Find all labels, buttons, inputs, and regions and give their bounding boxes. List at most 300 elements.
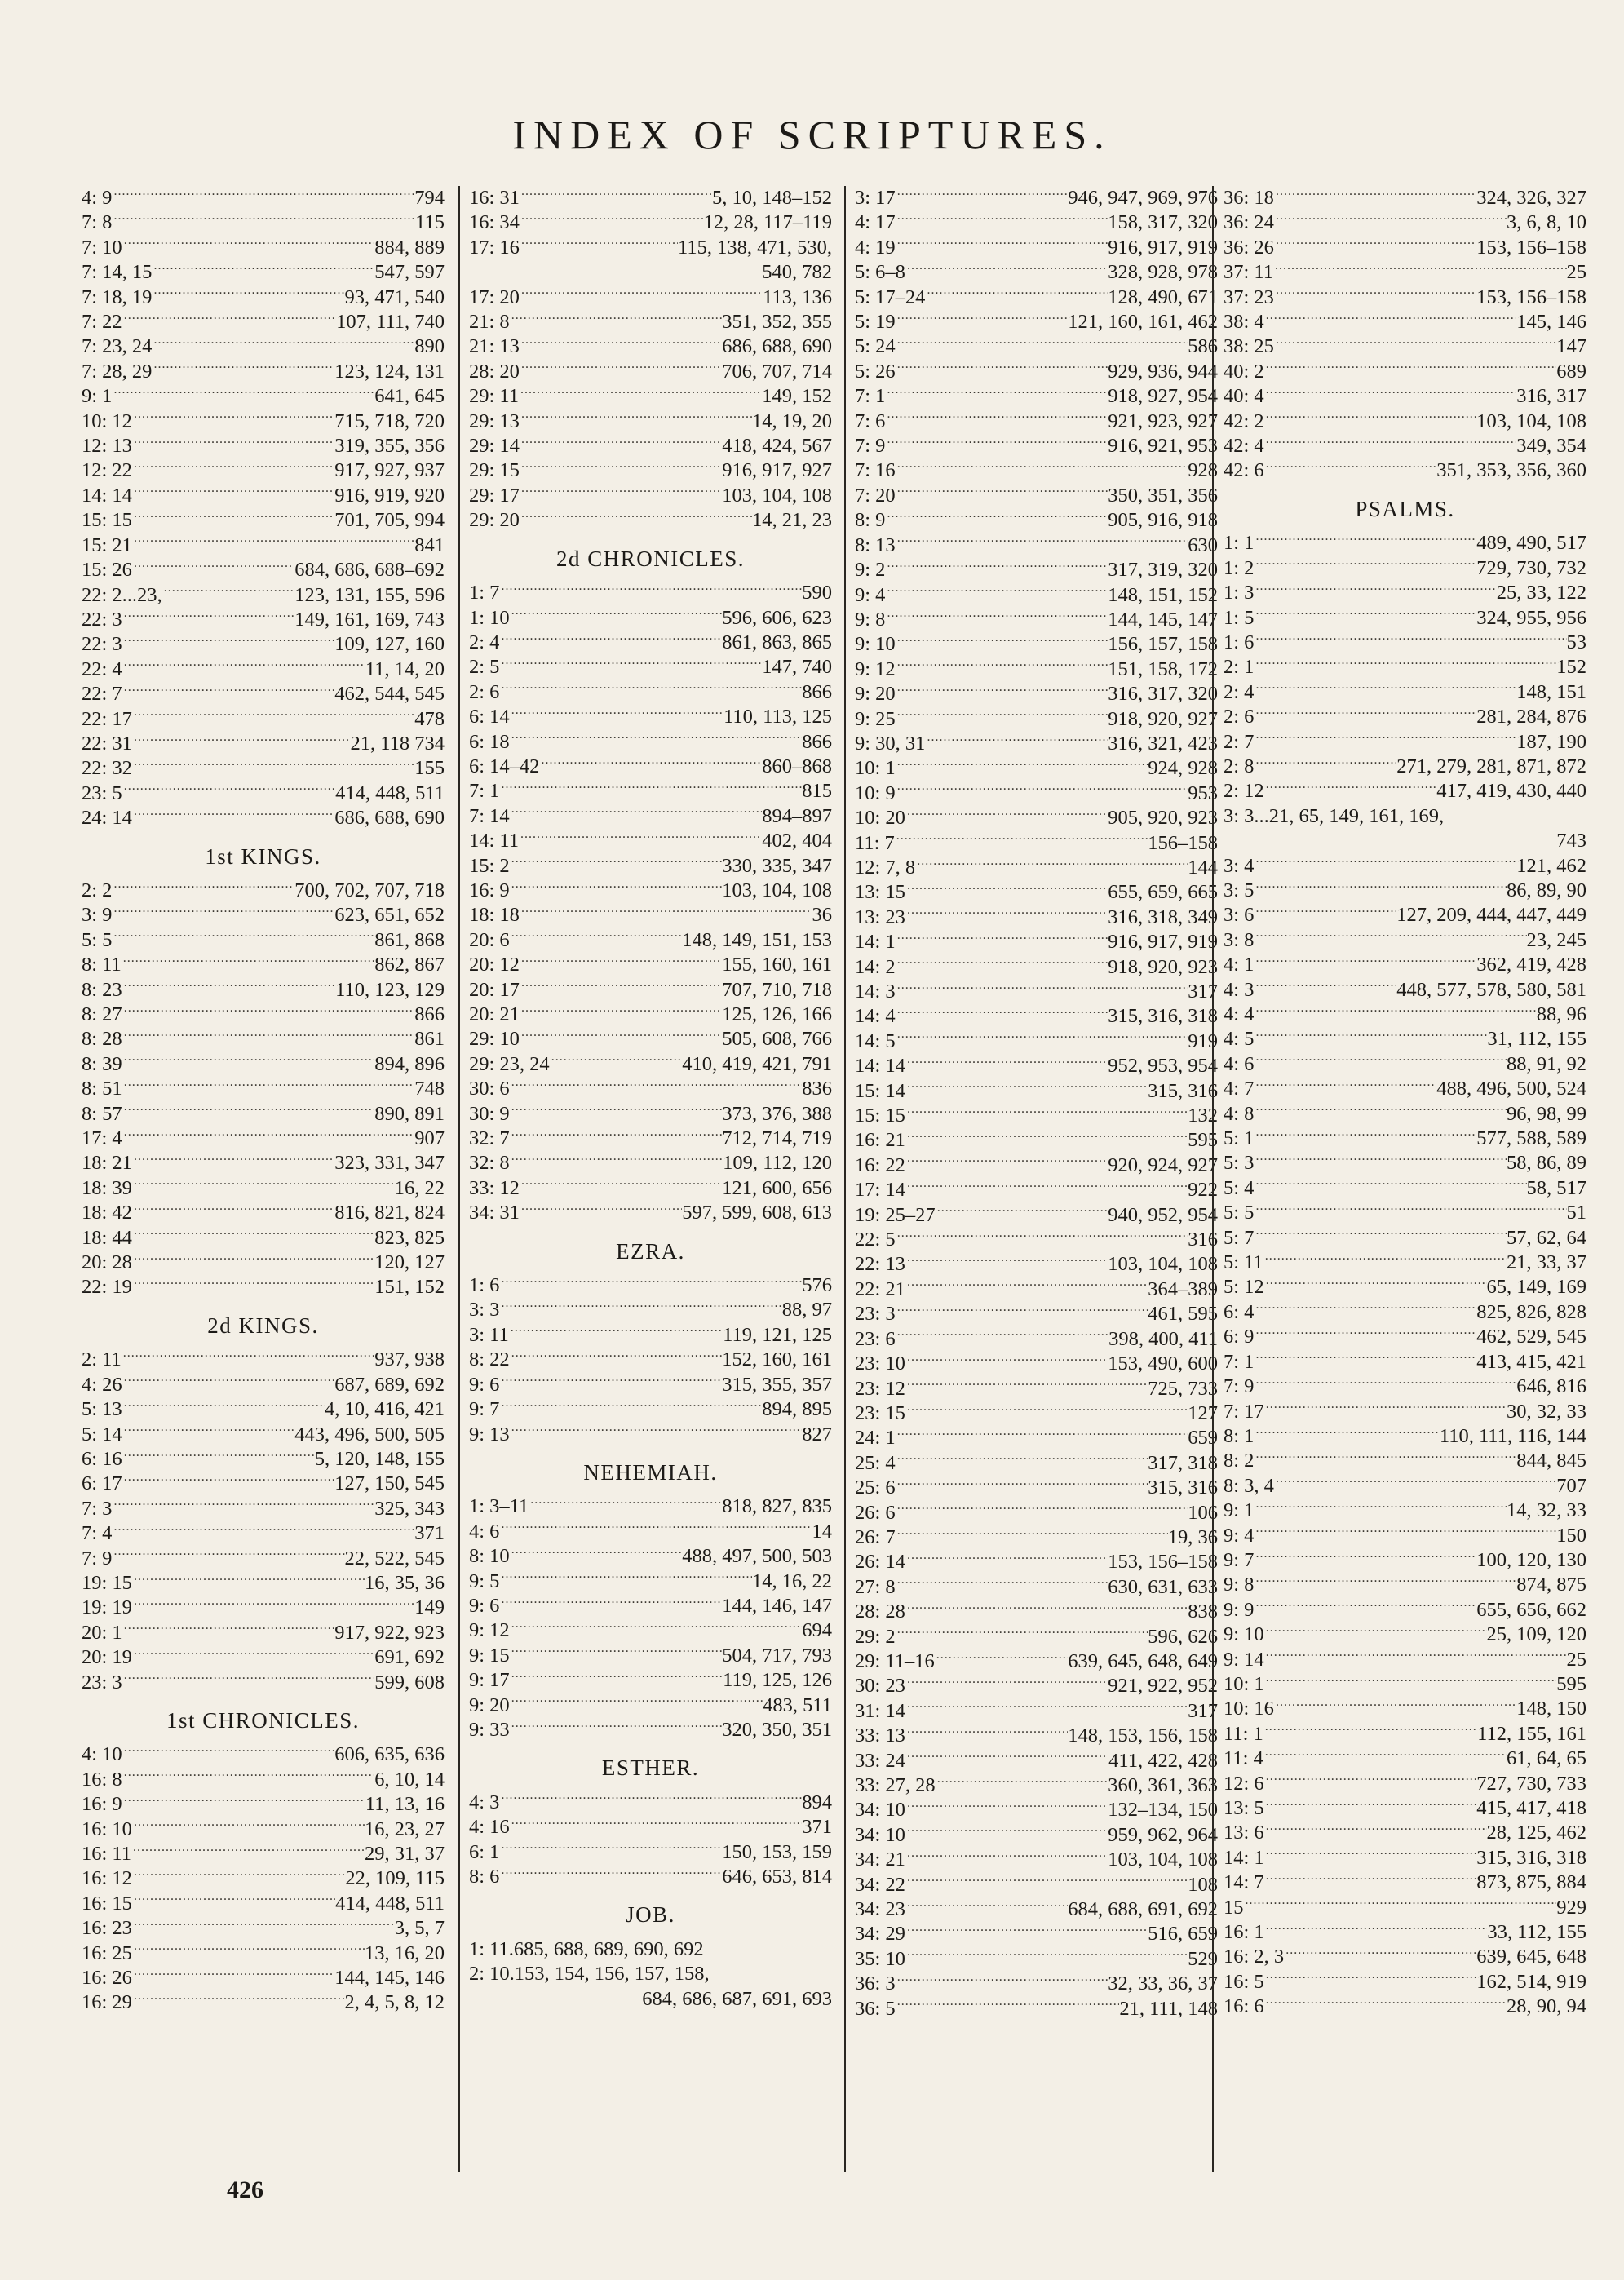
page-references: 12, 28, 117–119 [703, 211, 832, 234]
dot-leader [905, 1277, 1148, 1302]
verse-reference: 24: 1 [855, 1427, 896, 1450]
page-references: 61, 64, 65 [1507, 1747, 1586, 1770]
verse-reference: 21: 13 [469, 335, 520, 358]
verse-reference: 14: 4 [855, 1005, 896, 1028]
index-entry [855, 1128, 1218, 1153]
dot-leader [1254, 1201, 1566, 1225]
dot-leader [1254, 531, 1476, 556]
page-references: 894 [802, 1791, 832, 1813]
page-references: 707, 710, 718 [722, 978, 832, 1001]
dot-leader [1264, 1920, 1488, 1945]
verse-reference: 42: 2 [1224, 410, 1264, 432]
verse-reference: 23: 10 [855, 1353, 905, 1375]
page-references: 823, 825 [374, 1226, 445, 1249]
verse-reference: 16: 9 [469, 879, 510, 901]
index-entry [1224, 606, 1586, 631]
page-references: 152, 160, 161 [722, 1348, 832, 1371]
page-references: 144, 145, 147 [1108, 608, 1218, 631]
index-entry [469, 730, 832, 755]
verse-reference: 8: 2 [1224, 1450, 1255, 1472]
page-references: 14, 16, 22 [752, 1569, 832, 1592]
verse-reference: 8: 3, 4 [1224, 1474, 1274, 1497]
index-entry [469, 804, 832, 829]
verse-reference: 20: 19 [82, 1646, 132, 1669]
page-references: 862, 867 [374, 954, 445, 976]
page-references: 417, 419, 430, 440 [1436, 780, 1586, 803]
dot-leader [905, 1600, 1188, 1624]
dot-leader [896, 533, 1188, 558]
page-references: 100, 120, 130 [1476, 1548, 1586, 1571]
index-entry [855, 236, 1218, 260]
page-references: 860–868 [762, 755, 832, 777]
index-entry [82, 1817, 445, 1842]
page-references: 110, 111, 116, 144 [1439, 1424, 1586, 1447]
page-references: 25, 109, 120 [1486, 1623, 1586, 1646]
dot-leader [520, 1003, 722, 1027]
index-entry [469, 1840, 832, 1865]
page-references: 88, 96 [1536, 1003, 1586, 1025]
dot-leader [499, 631, 722, 655]
page-references: 448, 577, 578, 580, 581 [1396, 978, 1586, 1001]
dot-leader [132, 1645, 374, 1670]
index-entry [469, 1668, 832, 1693]
page-references: 127, 150, 545 [334, 1472, 445, 1495]
page-references: 630, 631, 633 [1108, 1575, 1218, 1598]
index-entry [82, 879, 445, 903]
dot-leader [1254, 953, 1476, 977]
verse-reference: 9: 10 [1224, 1623, 1264, 1646]
verse-reference: 5: 7 [1224, 1226, 1255, 1249]
verse-reference: 7: 14, 15 [82, 261, 153, 284]
index-entry [82, 334, 445, 359]
verse-reference: 33: 13 [855, 1724, 905, 1747]
page-references: 315, 316, 318 [1108, 1005, 1218, 1028]
page-references: 112, 155, 161 [1477, 1722, 1586, 1745]
dot-leader [896, 707, 1108, 732]
page-references: 324, 955, 956 [1476, 606, 1586, 629]
page-references: 725, 733 [1148, 1377, 1218, 1400]
dot-leader [122, 1102, 375, 1127]
index-entry [82, 657, 445, 682]
page-references: 147 [1556, 335, 1586, 358]
index-entry [1224, 1548, 1586, 1573]
dot-leader [132, 1176, 395, 1201]
index-entry [82, 484, 445, 508]
verse-reference: 1: 6 [1224, 631, 1255, 653]
dot-leader [1254, 1127, 1476, 1151]
verse-reference: 11: 1 [1224, 1722, 1263, 1745]
dot-leader [520, 1201, 682, 1225]
verse-reference: 1: 5 [1224, 606, 1255, 629]
verse-reference: 23: 3 [855, 1303, 896, 1326]
verse-reference: 16: 25 [82, 1941, 132, 1964]
index-entry [82, 1892, 445, 1916]
index-entry [855, 410, 1218, 434]
index-entry [82, 608, 445, 632]
verse-reference: 14: 14 [855, 1055, 905, 1078]
verse-reference: 28: 20 [469, 360, 520, 383]
dot-leader [1254, 1176, 1526, 1201]
index-entry [82, 1645, 445, 1670]
page-references: 21, 111, 148 [1119, 1997, 1218, 2020]
dot-leader [520, 484, 722, 508]
verse-reference: 4: 10 [82, 1743, 122, 1766]
index-entry: 1: 11.685, 688, 689, 690, 692 [469, 1937, 704, 1960]
dot-leader [896, 1575, 1108, 1600]
dot-leader [905, 1104, 1188, 1128]
page-references: 351, 352, 355 [722, 311, 832, 334]
index-entry [1224, 1648, 1586, 1672]
index-entry [855, 732, 1218, 756]
index-entry [469, 1077, 832, 1101]
verse-reference: 4: 16 [469, 1816, 510, 1839]
verse-reference: 34: 10 [855, 1799, 905, 1822]
index-entry [1224, 1672, 1586, 1697]
dot-leader [122, 236, 375, 260]
verse-reference: 5: 5 [82, 928, 113, 951]
page-references: 639, 645, 648 [1476, 1946, 1586, 1968]
dot-leader [112, 384, 374, 409]
dot-leader [112, 1497, 374, 1521]
index-entry [469, 1397, 832, 1422]
verse-reference: 34: 31 [469, 1202, 520, 1224]
dot-leader [122, 1621, 335, 1645]
page-references: 596, 606, 623 [722, 606, 832, 629]
page-references: 461, 595 [1148, 1303, 1218, 1326]
dot-leader [1254, 978, 1396, 1003]
index-entry [855, 930, 1218, 954]
index-entry [855, 1550, 1218, 1574]
page-references: 861, 863, 865 [722, 631, 832, 653]
page-references: 687, 689, 692 [334, 1373, 445, 1396]
index-entry [1224, 1052, 1586, 1077]
page-references: 33, 112, 155 [1487, 1921, 1586, 1944]
page-references: 103, 104, 108 [722, 484, 832, 507]
verse-reference: 7: 18, 19 [82, 286, 153, 308]
index-entry [1224, 1722, 1586, 1747]
index-entry [469, 1102, 832, 1127]
page-references: 148, 151 [1516, 680, 1586, 703]
index-entry [855, 1798, 1218, 1822]
page-references: 150 [1556, 1524, 1586, 1547]
page-references: 316 [1188, 1229, 1218, 1251]
index-entry [469, 581, 832, 605]
dot-leader [1264, 384, 1517, 409]
index-entry [1224, 1573, 1586, 1597]
index-entry [1224, 1994, 1586, 2019]
dot-leader [1264, 310, 1517, 334]
page-references: 890, 891 [374, 1102, 445, 1125]
index-entry [469, 1323, 832, 1348]
page-references: 916, 917, 919 [1108, 931, 1218, 954]
index-entry [469, 928, 832, 953]
verse-reference: 20: 1 [82, 1621, 122, 1644]
dot-leader [520, 186, 712, 210]
verse-reference: 22: 5 [855, 1229, 896, 1251]
page-references: 125, 126, 166 [722, 1003, 832, 1025]
index-entry [855, 1873, 1218, 1897]
page-references: 884, 889 [374, 236, 445, 259]
page-references: 921, 922, 952 [1108, 1675, 1218, 1698]
book-heading: 1st CHRONICLES. [166, 1707, 361, 1733]
page-references: 28, 90, 94 [1507, 1995, 1586, 2018]
verse-reference: 15: 14 [855, 1079, 905, 1102]
index-entry [469, 1693, 832, 1718]
page-references: 488, 497, 500, 503 [682, 1545, 832, 1568]
index-entry [469, 310, 832, 334]
dot-leader [122, 1077, 415, 1101]
verse-reference: 8: 57 [82, 1102, 122, 1125]
page-references: 462, 544, 545 [334, 683, 445, 706]
dot-leader [1264, 458, 1437, 483]
dot-leader [131, 1842, 365, 1866]
dot-leader [1274, 1474, 1556, 1499]
index-entry [1224, 1127, 1586, 1151]
verse-reference: 5: 13 [82, 1398, 122, 1421]
index-entry [1224, 1970, 1586, 1994]
index-entry [469, 879, 832, 903]
dot-leader [1254, 879, 1507, 903]
dot-leader [122, 1447, 315, 1472]
dot-leader [122, 1671, 375, 1695]
verse-reference: 37: 11 [1224, 261, 1274, 284]
dot-leader [885, 608, 1108, 632]
verse-reference: 16: 10 [82, 1817, 132, 1840]
page-references: 414, 448, 511 [335, 781, 445, 804]
verse-reference: 20: 12 [469, 954, 520, 976]
index-entry [469, 1176, 832, 1201]
index-entry [855, 286, 1218, 310]
page-references: 410, 419, 421, 791 [682, 1052, 832, 1075]
index-entry [855, 1104, 1218, 1128]
verse-reference: 30: 9 [469, 1102, 510, 1125]
verse-reference: 5: 19 [855, 311, 896, 334]
verse-reference: 11: 7 [855, 831, 895, 854]
index-entry [1224, 705, 1586, 729]
page-references: 315, 316 [1148, 1476, 1218, 1499]
page-references: 349, 354 [1516, 435, 1586, 458]
verse-reference: 5: 4 [1224, 1176, 1255, 1199]
dot-leader [510, 1102, 723, 1127]
page-references: 861, 868 [374, 928, 445, 951]
page-references: 917, 922, 923 [334, 1621, 445, 1644]
page-references: 320, 350, 351 [722, 1718, 832, 1741]
dot-leader [896, 1501, 1188, 1525]
dot-leader [1274, 210, 1507, 235]
index-entry [855, 1501, 1218, 1525]
page-references: 413, 415, 421 [1476, 1350, 1586, 1373]
index-entry [82, 1521, 445, 1546]
dot-leader [1264, 1623, 1487, 1647]
page-references: 729, 730, 732 [1476, 556, 1586, 579]
verse-reference: 7: 17 [1224, 1400, 1264, 1423]
verse-reference: 42: 6 [1224, 459, 1264, 482]
dot-leader [499, 1791, 802, 1815]
dot-leader [1284, 1945, 1476, 1969]
index-entry [855, 1153, 1218, 1178]
page-references: 315, 316, 318 [1476, 1846, 1586, 1869]
page-references: 25, 33, 122 [1496, 582, 1586, 604]
verse-reference: 3: 6 [1224, 904, 1255, 927]
dot-leader [1254, 1300, 1476, 1325]
dot-leader [1264, 1870, 1477, 1895]
verse-reference: 6: 4 [1224, 1300, 1255, 1323]
dot-leader [510, 1544, 683, 1569]
verse-reference: 9: 10 [855, 633, 896, 656]
index-entry [469, 1494, 832, 1519]
verse-reference: 4: 6 [469, 1520, 500, 1543]
index-entry [1224, 1499, 1586, 1523]
dot-leader [510, 804, 763, 829]
dot-leader [1254, 1375, 1516, 1399]
dot-leader [896, 1625, 1148, 1649]
dot-leader [885, 508, 1108, 533]
verse-reference: 40: 2 [1224, 360, 1264, 383]
verse-reference: 23: 3 [82, 1671, 122, 1693]
verse-reference: 5: 24 [855, 335, 896, 358]
index-entry [855, 856, 1218, 880]
page-references: 153, 156–158 [1476, 236, 1586, 259]
index-entry [82, 1102, 445, 1127]
index-entry [1224, 1350, 1586, 1375]
page-references: 646, 653, 814 [722, 1866, 832, 1888]
verse-reference: 8: 6 [469, 1866, 500, 1888]
index-entry [855, 1228, 1218, 1252]
dot-leader [499, 1865, 722, 1889]
verse-reference: 9: 14 [1224, 1648, 1264, 1671]
dot-leader [122, 310, 336, 334]
verse-reference: 37: 23 [1224, 286, 1274, 308]
index-entry [1224, 260, 1586, 285]
dot-leader [152, 334, 414, 359]
page-references: 916, 917, 919 [1108, 236, 1218, 259]
index-entry [469, 360, 832, 384]
index-entry [1224, 1275, 1586, 1299]
verse-reference: 30: 23 [855, 1675, 905, 1698]
index-entry [855, 1699, 1218, 1724]
index-entry [82, 1077, 445, 1101]
page-references: 919 [1188, 1029, 1218, 1052]
index-entry [855, 1277, 1218, 1302]
page-references: 103, 104, 108 [1108, 1848, 1218, 1871]
dot-leader [1254, 556, 1476, 581]
page-references: 23, 245 [1526, 928, 1586, 951]
index-entry [1224, 1945, 1586, 1969]
page-references: 153, 490, 600 [1108, 1353, 1218, 1375]
verse-reference: 9: 15 [469, 1644, 510, 1667]
index-entry [469, 1273, 832, 1298]
index-entry [469, 1348, 832, 1372]
index-entry [82, 310, 445, 334]
dot-leader [122, 781, 335, 806]
dot-leader [905, 1922, 1148, 1946]
page-references: 659 [1188, 1427, 1218, 1450]
dot-leader [905, 1128, 1188, 1153]
verse-reference: 8: 51 [82, 1078, 122, 1100]
dot-leader [122, 953, 374, 977]
page-references: 150, 153, 159 [722, 1840, 832, 1863]
page-references: 844, 845 [1516, 1450, 1586, 1472]
verse-reference: 22: 21 [855, 1277, 905, 1300]
page-references: 874, 875 [1516, 1574, 1586, 1596]
verse-reference: 5: 5 [1224, 1202, 1255, 1224]
page-references: 639, 645, 648, 649 [1068, 1649, 1218, 1672]
verse-reference: 7: 28, 29 [82, 360, 153, 383]
index-entry [82, 1003, 445, 1027]
page-references: 362, 419, 428 [1476, 954, 1586, 976]
page-references: 894–897 [762, 804, 832, 827]
page-references: 108 [1188, 1873, 1218, 1896]
dot-leader [162, 583, 295, 608]
page-references: 156, 157, 158 [1108, 633, 1218, 656]
dot-leader [122, 1003, 415, 1027]
index-entry [855, 1575, 1218, 1600]
page-references: 149, 152 [762, 385, 832, 408]
index-entry [82, 1127, 445, 1151]
verse-reference: 13: 5 [1224, 1797, 1264, 1819]
page-references: 58, 86, 89 [1507, 1152, 1586, 1175]
page-references: 328, 928, 978 [1108, 261, 1218, 284]
verse-reference: 16: 2, 3 [1224, 1946, 1285, 1968]
index-entry [1224, 1747, 1586, 1771]
dot-leader [132, 756, 414, 781]
verse-reference: 7: 20 [855, 484, 896, 507]
dot-leader [1264, 779, 1437, 804]
dot-leader [132, 1226, 374, 1251]
index-entry [1224, 236, 1586, 260]
verse-reference: 7: 1 [469, 780, 500, 803]
dot-leader [499, 1569, 752, 1594]
verse-reference: 4: 4 [1224, 1003, 1255, 1025]
dot-leader [905, 1178, 1188, 1202]
dot-leader [132, 1916, 395, 1941]
entry-continuation: 743 [1556, 830, 1586, 852]
verse-reference: 18: 18 [469, 904, 520, 927]
dot-leader [896, 1972, 1108, 1996]
page-references: 443, 496, 500, 505 [294, 1423, 445, 1445]
verse-reference: 4: 9 [82, 187, 113, 209]
dot-leader [896, 756, 1148, 781]
dot-leader [499, 1298, 781, 1322]
page-references: 577, 588, 589 [1476, 1127, 1586, 1150]
verse-reference: 7: 1 [1224, 1350, 1255, 1373]
dot-leader [122, 608, 295, 632]
dot-leader [1244, 1896, 1557, 1920]
page-references: 918, 927, 954 [1108, 385, 1218, 408]
dot-leader [1264, 1846, 1477, 1870]
index-entry [855, 608, 1218, 632]
dot-leader [905, 1352, 1108, 1376]
verse-reference: 25: 6 [855, 1476, 896, 1499]
page-references: 103, 104, 108 [722, 879, 832, 901]
verse-reference: 18: 44 [82, 1226, 132, 1249]
index-entry [82, 1768, 445, 1792]
verse-reference: 9: 13 [469, 1423, 510, 1445]
index-entry [469, 1127, 832, 1151]
page-references: 918, 920, 923 [1108, 955, 1218, 978]
dot-leader [122, 632, 335, 657]
index-entry [855, 1997, 1218, 2021]
index-entry [855, 831, 1218, 856]
verse-reference: 23: 12 [855, 1377, 905, 1400]
page-references: 148, 151, 152 [1108, 583, 1218, 606]
page-references: 414, 448, 511 [335, 1892, 445, 1915]
index-entry [1224, 458, 1586, 483]
index-entry [469, 1544, 832, 1569]
page-references: 686, 688, 690 [334, 807, 445, 830]
page-references: 866 [802, 730, 832, 753]
verse-reference: 10: 1 [855, 757, 896, 780]
